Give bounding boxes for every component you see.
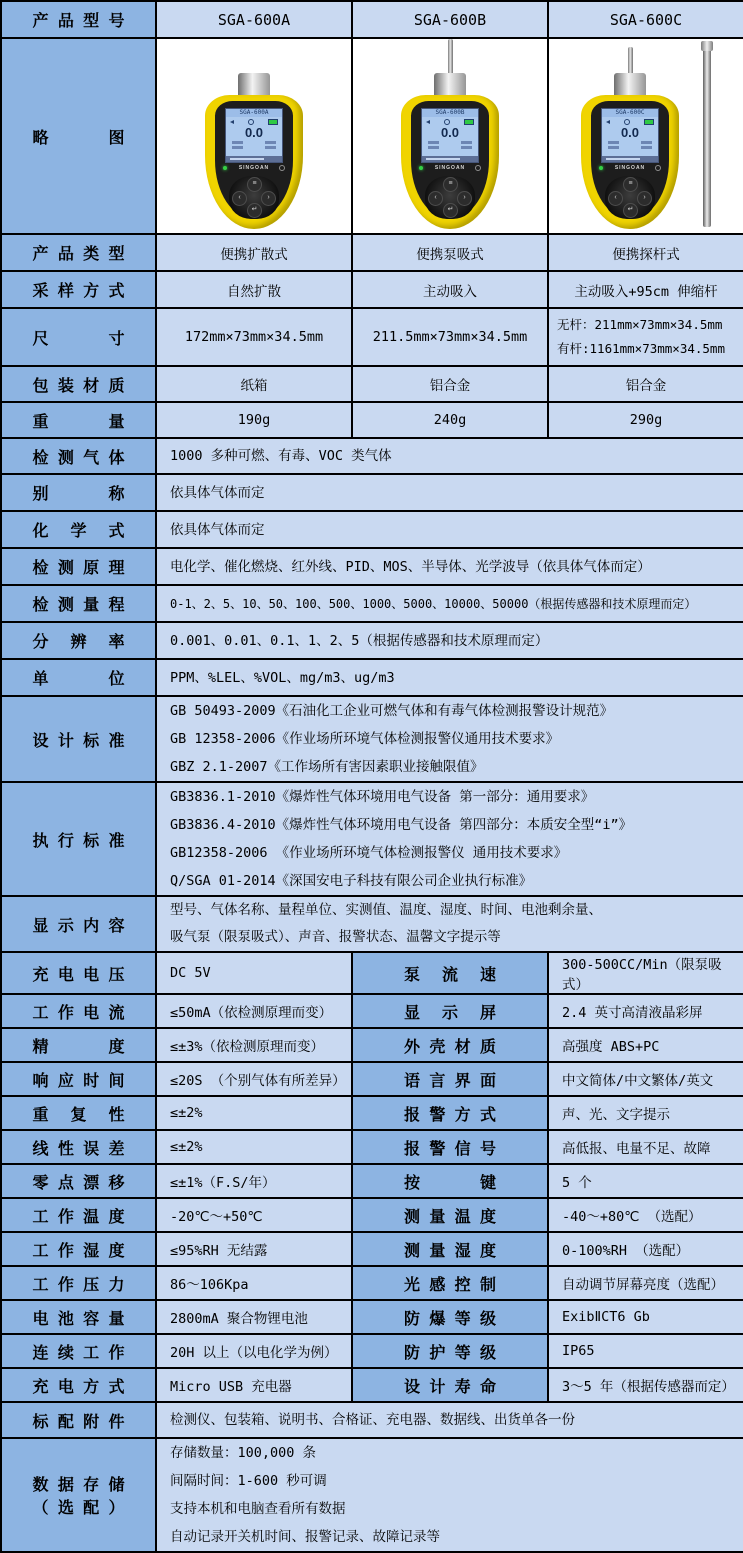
spec-value [156, 438, 743, 474]
storage-line: 支持本机和电脑查看所有数据 [170, 1501, 346, 1517]
enter-button-icon: ↵ [247, 203, 262, 218]
row-accessories [1, 1402, 743, 1438]
screen-text-bar [265, 146, 276, 149]
row-units [1, 659, 743, 696]
row-dual-4 [1, 1096, 743, 1130]
battery-icon [464, 119, 474, 125]
value-line: 依具体气体而定 [170, 484, 265, 501]
row-chemical-formula [1, 511, 743, 548]
value-line: 依具体气体而定 [170, 521, 265, 538]
spec-label [1, 1130, 156, 1164]
menu-button-icon: ≡ [623, 177, 638, 192]
spec-label [1, 994, 156, 1028]
pump-probe [448, 39, 453, 73]
spec-label-text: 泵流速 [404, 966, 496, 984]
spec-value: 0-100%RH （选配） [548, 1232, 743, 1266]
spec-label [1, 1438, 156, 1552]
screen-text-bar [608, 146, 619, 149]
button-pad [425, 176, 475, 219]
model-row-label-text: 产品型号 [32, 13, 125, 30]
device-panel [411, 101, 489, 219]
row-dual-6 [1, 1164, 743, 1198]
value-line: PPM、%LEL、%VOL、mg/m3、ug/m3 [170, 669, 395, 686]
device-panel [215, 101, 293, 219]
spec-value [156, 511, 743, 548]
spec-label [1, 234, 156, 271]
spec-label-text: 单位 [32, 671, 125, 688]
spec-value: 86～106Kpa [156, 1266, 352, 1300]
spec-label-text: 别称 [32, 486, 125, 503]
spec-value: Micro USB 充电器 [156, 1368, 352, 1402]
spec-value [156, 696, 743, 782]
spec-label [352, 1164, 548, 1198]
spec-label-text: 线性误差 [32, 1140, 125, 1158]
spec-label [1, 1062, 156, 1096]
battery-icon [644, 119, 654, 125]
standard-line: GB 12358-2006《作业场所环境气体检测报警仪通用技术要求》 [170, 731, 560, 747]
spec-label [352, 1130, 548, 1164]
spec-label [1, 1096, 156, 1130]
spec-value: 高低报、电量不足、故障 [548, 1130, 743, 1164]
storage-line: 自动记录开关机时间、报警记录、故障记录等 [170, 1529, 440, 1545]
row-detected-gases [1, 438, 743, 474]
left-button-icon: ‹ [232, 191, 247, 206]
row-display-content [1, 896, 743, 952]
spec-value [156, 585, 743, 622]
spec-label-text: 检测气体 [32, 449, 125, 467]
spec-value-c: 主动吸入+95cm 伸缩杆 [548, 271, 743, 308]
dimension-with-rod: 有杆:1161mm×73mm×34.5mm [557, 341, 725, 356]
spec-label-text: 工作电流 [32, 1004, 125, 1022]
spec-value-b: 240g [352, 402, 548, 438]
model-c: SGA-600C [548, 1, 743, 38]
menu-button-icon: ≡ [443, 177, 458, 192]
spec-value: 3～5 年（根据传感器而定） [548, 1368, 743, 1402]
spec-value-c: 铝合金 [548, 366, 743, 402]
spec-label-text: 零点漂移 [32, 1174, 125, 1192]
spec-label-text: 按键 [404, 1174, 496, 1192]
spec-label-text: 设计标准 [32, 732, 125, 750]
spec-label-text: 电池容量 [32, 1310, 125, 1328]
spec-value [156, 548, 743, 585]
spec-label [1, 511, 156, 548]
brand-text: SINGOAN [614, 165, 646, 172]
spec-value: ExibⅡCT6 Gb [548, 1300, 743, 1334]
value-line: 型号、气体名称、量程单位、实测值、温度、湿度、时间、电池剩余量、 [170, 902, 602, 918]
spec-label [1, 896, 156, 952]
standard-line: GB3836.1-2010《爆炸性气体环境用电气设备 第一部分：通用要求》 [170, 789, 595, 805]
spec-label-text: 光感控制 [404, 1276, 496, 1294]
screen-text-bar [232, 146, 243, 149]
spec-value [156, 622, 743, 659]
fan-icon [624, 119, 630, 125]
row-execution-standards [1, 782, 743, 896]
right-button-icon: › [457, 191, 472, 206]
screen-text-bar [461, 141, 472, 144]
spec-value-c: 便携探杆式 [548, 234, 743, 271]
spec-value: 高强度 ABS+PC [548, 1028, 743, 1062]
screen-text-bar [428, 141, 439, 144]
spec-value-c: 290g [548, 402, 743, 438]
power-led [599, 166, 603, 170]
screen-model-text: SGA-600A [226, 109, 282, 117]
spec-label-text: 防爆等级 [404, 1310, 496, 1328]
spec-label [352, 1096, 548, 1130]
spec-label-text: 报警方式 [404, 1106, 496, 1124]
value-line: 0-1、2、5、10、50、100、500、1000、5000、10000、50000（根据传感器和技术原理而定） [170, 596, 697, 611]
row-dual-5 [1, 1130, 743, 1164]
sensor-cap [238, 73, 270, 96]
row-dual-10 [1, 1300, 743, 1334]
sketch-row-label-text: 略图 [32, 129, 125, 147]
row-dual-12 [1, 1368, 743, 1402]
spec-label-text: 防护等级 [404, 1344, 496, 1362]
spec-value: 2.4 英寸高清液晶彩屏 [548, 994, 743, 1028]
right-button-icon: › [261, 191, 276, 206]
volume-icon [230, 120, 234, 124]
device-screen [421, 108, 479, 163]
row-dual-2 [1, 1028, 743, 1062]
row-dual-8 [1, 1232, 743, 1266]
storage-line: 间隔时间：1-600 秒可调 [170, 1473, 327, 1489]
brand-text: SINGOAN [238, 165, 270, 172]
spec-label-text: 标配附件 [32, 1413, 125, 1431]
spec-value: 5 个 [548, 1164, 743, 1198]
spec-label [1, 696, 156, 782]
button-pad [605, 176, 655, 219]
spec-value: ≤±3%（依检测原理而变） [156, 1028, 352, 1062]
spec-value [156, 1438, 743, 1552]
value-line: 电化学、催化燃烧、红外线、PID、MOS、半导体、光学波导（依具体气体而定） [170, 558, 651, 575]
spec-label-text: 测量温度 [404, 1208, 496, 1226]
spec-value [156, 659, 743, 696]
spec-label-text: 充电电压 [32, 966, 125, 984]
device-b-illustration [401, 39, 499, 233]
spec-label-text: 数据存储 [32, 1477, 125, 1494]
screen-statusbar [602, 156, 658, 162]
spec-value-a: 172mm×73mm×34.5mm [156, 308, 352, 366]
spec-label-text: 分辨率 [32, 634, 125, 651]
spec-label [352, 1028, 548, 1062]
spec-label [1, 1334, 156, 1368]
spec-label [1, 585, 156, 622]
spec-value: ≤±2% [156, 1096, 352, 1130]
spec-label [1, 1368, 156, 1402]
spec-label-text: 重复性 [32, 1106, 125, 1124]
model-a: SGA-600A [156, 1, 352, 38]
screen-text-bar [608, 141, 619, 144]
power-icon [655, 165, 661, 171]
device-screen [601, 108, 659, 163]
storage-line: 存储数量：100,000 条 [170, 1445, 317, 1461]
spec-label [1, 659, 156, 696]
spec-label-text: 响应时间 [32, 1072, 125, 1090]
spec-label [1, 1164, 156, 1198]
screen-text-bar [265, 141, 276, 144]
spec-value: ≤±1%（F.S/年） [156, 1164, 352, 1198]
spec-value: 自动调节屏幕亮度（选配） [548, 1266, 743, 1300]
spec-label-text: 连续工作 [32, 1344, 125, 1362]
spec-label [1, 271, 156, 308]
device-body [205, 95, 303, 229]
spec-value: -40～+80℃ （选配） [548, 1198, 743, 1232]
row-dual-0 [1, 952, 743, 994]
screen-text-bar [428, 146, 439, 149]
fan-icon [248, 119, 254, 125]
volume-icon [606, 120, 610, 124]
spec-value: 300-500CC/Min（限泵吸式） [548, 952, 743, 994]
model-row-label [1, 1, 156, 38]
row-sketch [1, 38, 743, 234]
row-model [1, 1, 743, 38]
device-body [581, 95, 679, 229]
spec-value-b: 主动吸入 [352, 271, 548, 308]
screen-text-bar [641, 141, 652, 144]
spec-label [352, 1062, 548, 1096]
spec-label [352, 1368, 548, 1402]
sketch-row-label [1, 38, 156, 234]
row-product-type [1, 234, 743, 271]
spec-label [1, 474, 156, 511]
dimension-no-rod: 无杆：211mm×73mm×34.5mm [557, 317, 723, 332]
standard-line: Q/SGA 01-2014《深国安电子科技有限公司企业执行标准》 [170, 873, 533, 889]
spec-label-text: 报警信号 [404, 1140, 496, 1158]
spec-value: -20℃～+50℃ [156, 1198, 352, 1232]
row-detection-principle [1, 548, 743, 585]
spec-label-text: 设计寿命 [404, 1378, 496, 1396]
left-button-icon: ‹ [428, 191, 443, 206]
power-led [223, 166, 227, 170]
spec-label-text: 工作湿度 [32, 1242, 125, 1260]
spec-value [156, 782, 743, 896]
spec-label-text: 显示屏 [404, 1004, 496, 1022]
value-line: 1000 多种可燃、有毒、VOC 类气体 [170, 448, 392, 464]
brand-text: SINGOAN [434, 165, 466, 172]
spec-value-a: 便携扩散式 [156, 234, 352, 271]
spec-value: 20H 以上（以电化学为例） [156, 1334, 352, 1368]
spec-label-subtext: （选配） [32, 1500, 125, 1517]
standard-line: GBZ 2.1-2007《工作场所有害因素职业接触限值》 [170, 759, 484, 775]
spec-label [1, 308, 156, 366]
spec-label-text: 工作温度 [32, 1208, 125, 1226]
right-button-icon: › [637, 191, 652, 206]
spec-value: 声、光、文字提示 [548, 1096, 743, 1130]
spec-value: ≤50mA（依检测原理而变） [156, 994, 352, 1028]
device-c-illustration [581, 47, 679, 233]
row-detection-range [1, 585, 743, 622]
screen-statusbar [226, 156, 282, 162]
spec-value: 中文简体/中文繁体/英文 [548, 1062, 743, 1096]
row-dual-7 [1, 1198, 743, 1232]
spec-value-a: 190g [156, 402, 352, 438]
row-dual-9 [1, 1266, 743, 1300]
spec-label-text: 语言界面 [404, 1072, 496, 1090]
spec-label [1, 952, 156, 994]
row-packaging [1, 366, 743, 402]
spec-label-text: 显示内容 [32, 917, 125, 935]
sensor-cap [614, 73, 646, 96]
spec-label [1, 1028, 156, 1062]
screen-model-text: SGA-600B [422, 109, 478, 117]
device-image-b [352, 38, 548, 234]
spec-value-a: 自然扩散 [156, 271, 352, 308]
spec-label [352, 952, 548, 994]
device-image-a [156, 38, 352, 234]
enter-button-icon: ↵ [443, 203, 458, 218]
spec-value: 2800mA 聚合物锂电池 [156, 1300, 352, 1334]
spec-label [352, 1300, 548, 1334]
spec-label [352, 1334, 548, 1368]
spec-label-text: 重量 [32, 413, 125, 431]
spec-label [352, 1232, 548, 1266]
standard-line: GB12358-2006 《作业场所环境气体检测报警仪 通用技术要求》 [170, 845, 568, 861]
row-dimensions [1, 308, 743, 366]
spec-label [352, 994, 548, 1028]
spec-label-text: 执行标准 [32, 832, 125, 850]
fan-icon [444, 119, 450, 125]
spec-label-text: 外壳材质 [404, 1038, 496, 1056]
spec-value-a: 纸箱 [156, 366, 352, 402]
spec-value [156, 474, 743, 511]
standard-line: GB3836.4-2010《爆炸性气体环境用电气设备 第四部分：本质安全型“i”》 [170, 817, 633, 833]
device-image-c [548, 38, 743, 234]
spec-label [1, 1300, 156, 1334]
device-screen [225, 108, 283, 163]
spec-value: IP65 [548, 1334, 743, 1368]
enter-button-icon: ↵ [623, 203, 638, 218]
spec-value [156, 896, 743, 952]
standard-line: GB 50493-2009《石油化工企业可燃气体和有毒气体检测报警设计规范》 [170, 703, 614, 719]
menu-button-icon: ≡ [247, 177, 262, 192]
spec-label [1, 782, 156, 896]
spec-label-text: 检测原理 [32, 560, 125, 577]
spec-value-b: 铝合金 [352, 366, 548, 402]
spec-value-c [548, 308, 743, 366]
left-button-icon: ‹ [608, 191, 623, 206]
spec-label [1, 1232, 156, 1266]
spec-label [1, 402, 156, 438]
row-dual-1 [1, 994, 743, 1028]
sensor-cap [434, 73, 466, 96]
power-icon [475, 165, 481, 171]
screen-reading: 0.0 [620, 125, 640, 140]
spec-label-text: 测量湿度 [404, 1242, 496, 1260]
power-icon [279, 165, 285, 171]
screen-text-bar [461, 146, 472, 149]
spec-value-b: 便携泵吸式 [352, 234, 548, 271]
spec-label [1, 438, 156, 474]
button-pad [229, 176, 279, 219]
row-resolution [1, 622, 743, 659]
value-line: 0.001、0.01、0.1、1、2、5（根据传感器和技术原理而定） [170, 632, 549, 649]
spec-label [1, 1198, 156, 1232]
spec-value-b: 211.5mm×73mm×34.5mm [352, 308, 548, 366]
spec-value: ≤95%RH 无结露 [156, 1232, 352, 1266]
screen-statusbar [422, 156, 478, 162]
spec-label-text: 充电方式 [32, 1378, 125, 1396]
spec-label [1, 622, 156, 659]
screen-reading: 0.0 [244, 125, 264, 140]
value-line: 检测仪、包装箱、说明书、合格证、充电器、数据线、出货单各一份 [170, 1412, 575, 1428]
device-a-illustration [205, 73, 303, 233]
spec-label-text: 精度 [32, 1038, 125, 1056]
row-dual-11 [1, 1334, 743, 1368]
row-weight [1, 402, 743, 438]
spec-label-text: 采样方式 [32, 283, 125, 300]
spec-label [352, 1198, 548, 1232]
screen-text-bar [641, 146, 652, 149]
model-b: SGA-600B [352, 1, 548, 38]
spec-label-text: 检测量程 [32, 597, 125, 614]
value-line: 吸气泵（限泵吸式）、声音、报警状态、温馨文字提示等 [170, 929, 501, 945]
spec-label-text: 工作压力 [32, 1276, 125, 1294]
spec-label [1, 1402, 156, 1438]
pump-probe [628, 47, 633, 73]
spec-label [1, 548, 156, 585]
spec-label [352, 1266, 548, 1300]
power-led [419, 166, 423, 170]
row-dual-3 [1, 1062, 743, 1096]
spec-label-text: 化学式 [32, 523, 125, 540]
row-data-storage [1, 1438, 743, 1552]
device-panel [591, 101, 669, 219]
spec-value: ≤20S （个别气体有所差异） [156, 1062, 352, 1096]
spec-label-text: 尺寸 [32, 330, 125, 348]
spec-label [1, 1266, 156, 1300]
volume-icon [426, 120, 430, 124]
spec-value: ≤±2% [156, 1130, 352, 1164]
spec-label-text: 产品类型 [32, 246, 125, 263]
telescopic-rod [703, 49, 711, 227]
spec-value [156, 1402, 743, 1438]
row-alias [1, 474, 743, 511]
screen-model-text: SGA-600C [602, 109, 658, 117]
screen-text-bar [232, 141, 243, 144]
spec-value: DC 5V [156, 952, 352, 994]
device-body [401, 95, 499, 229]
screen-reading: 0.0 [440, 125, 460, 140]
spec-label [1, 366, 156, 402]
row-sampling [1, 271, 743, 308]
battery-icon [268, 119, 278, 125]
spec-label-text: 包装材质 [32, 377, 125, 395]
row-design-standards [1, 696, 743, 782]
